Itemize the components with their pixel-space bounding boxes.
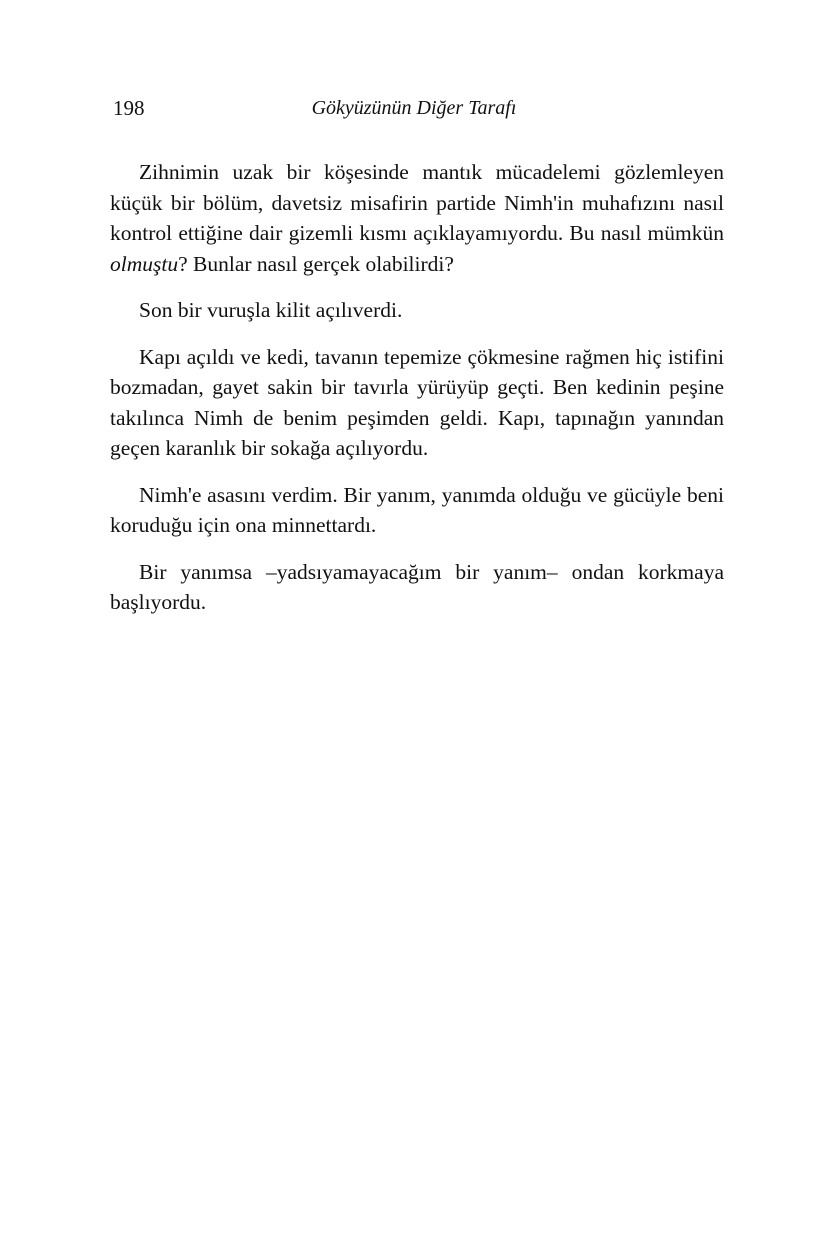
paragraph-2: Son bir vuruşla kilit açılıverdi. xyxy=(139,298,403,322)
paragraph-1-emphasis: olmuştu xyxy=(110,251,179,276)
page-number: 198 xyxy=(113,96,145,120)
paragraph-4: Nimh'e asasını verdim. Bir yanım, yanımda olduğu ve gücüyle beni koruduğu için ona minnettardı. xyxy=(110,482,724,537)
paragraph-1-text: Zihnimin uzak bir köşesinde mantık mücadelemi gözlemleyen küçük bir bölüm, davetsiz misafirin partide Nimh'in muhafızını nasıl kontrol ettiğine dair gizemli kısmı açıklayamıyordu. Bu nasıl mümkün xyxy=(110,160,724,245)
paragraph-1 xyxy=(110,157,724,279)
running-title: Gökyüzünün Diğer Tarafı xyxy=(311,97,517,119)
paragraph-1-tail: ? Bunlar nasıl gerçek olabilirdi? xyxy=(178,251,454,276)
body-text xyxy=(110,157,724,634)
paragraph-3: Kapı açıldı ve kedi, tavanın tepemize çökmesine rağmen hiç istifini bozmadan, gayet sakin bir tavırla yürüyüp geçti. Ben kedinin peşine takılınca Nimh de benim peşimden geldi. Kapı, tapınağın yanından geçen karanlık bir sokağa açılıyordu. xyxy=(110,344,724,460)
paragraph-5: Bir yanımsa –yadsıyamayacağım bir yanım– ondan korkmaya başlıyordu. xyxy=(110,559,724,614)
